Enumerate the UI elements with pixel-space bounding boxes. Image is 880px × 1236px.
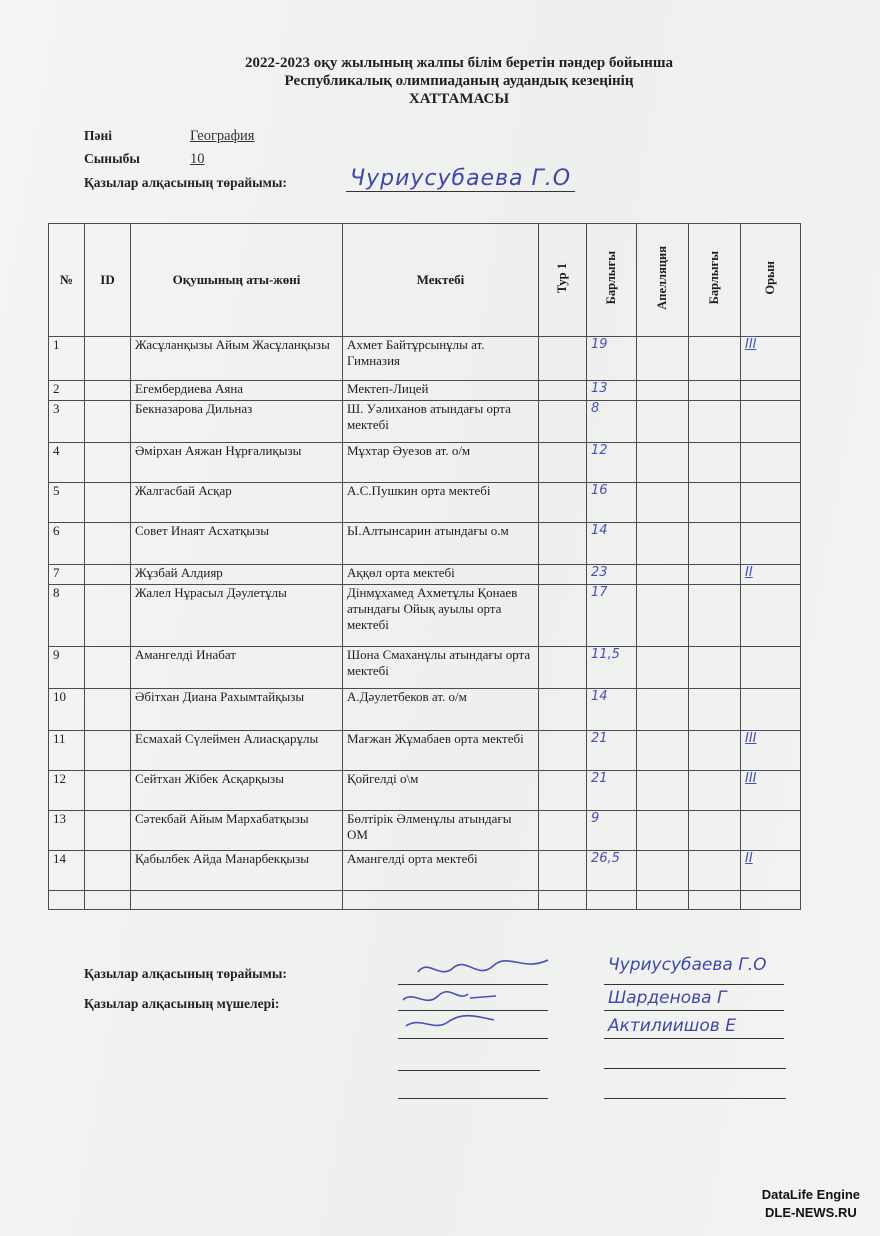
total-score: 9 bbox=[587, 811, 637, 851]
signature-line bbox=[604, 1068, 786, 1069]
row-id bbox=[85, 811, 131, 851]
header-no: № bbox=[49, 224, 85, 337]
school-name: Ш. Уәлиханов атындағы орта мектебі bbox=[343, 401, 539, 443]
place-value bbox=[741, 689, 801, 731]
student-name: Әмірхан Аяжан Нұрғалиқызы bbox=[131, 443, 343, 483]
school-name: Шона Смаханұлы атындағы орта мектебі bbox=[343, 647, 539, 689]
student-name: Есмахай Сүлеймен Алиасқарұлы bbox=[131, 731, 343, 771]
student-name: Егембердиева Аяна bbox=[131, 381, 343, 401]
row-id bbox=[85, 381, 131, 401]
member1-name-handwritten: Шарденова Г bbox=[608, 988, 727, 1008]
place-value bbox=[741, 381, 801, 401]
appeal-value bbox=[637, 851, 689, 891]
header-place: Орын bbox=[741, 224, 801, 337]
table-row bbox=[49, 565, 801, 585]
place-value bbox=[741, 523, 801, 565]
table-row bbox=[49, 771, 801, 811]
tur1-score bbox=[539, 337, 587, 381]
place-value: II bbox=[741, 565, 801, 585]
row-number: 10 bbox=[49, 689, 85, 731]
header-line-1: 2022-2023 оқу жылының жалпы білім беретін пәндер бойынша bbox=[245, 55, 673, 71]
watermark-line-2: DLE-NEWS.RU bbox=[765, 1205, 857, 1220]
student-name: Жасұланқызы Айым Жасұланқызы bbox=[131, 337, 343, 381]
empty-cell bbox=[49, 891, 85, 910]
table-header-row bbox=[49, 224, 801, 337]
total-after-appeal bbox=[689, 731, 741, 771]
appeal-value bbox=[637, 337, 689, 381]
header-tur1: Тур 1 bbox=[539, 224, 587, 337]
tur1-score bbox=[539, 401, 587, 443]
student-name: Совет Инаят Асхатқызы bbox=[131, 523, 343, 565]
total-score: 21 bbox=[587, 731, 637, 771]
subject-value: География bbox=[190, 128, 255, 144]
signature-line bbox=[604, 1010, 784, 1011]
row-number: 14 bbox=[49, 851, 85, 891]
signature-line bbox=[604, 1038, 784, 1039]
row-id bbox=[85, 337, 131, 381]
table-row bbox=[49, 731, 801, 771]
school-name: Мұхтар Әуезов ат. о/м bbox=[343, 443, 539, 483]
header-line-3: ХАТТАМАСЫ bbox=[408, 91, 510, 107]
student-name: Жалгасбай Асқар bbox=[131, 483, 343, 523]
row-number: 9 bbox=[49, 647, 85, 689]
row-id bbox=[85, 483, 131, 523]
place-value bbox=[741, 647, 801, 689]
tur1-score bbox=[539, 585, 587, 647]
row-number: 11 bbox=[49, 731, 85, 771]
header-total: Барлығы bbox=[587, 224, 637, 337]
appeal-value bbox=[637, 483, 689, 523]
total-after-appeal bbox=[689, 401, 741, 443]
school-name: Дінмұхамед Ахметұлы Қонаев атындағы Ойық ауылы орта мектебі bbox=[343, 585, 539, 647]
header-id: ID bbox=[85, 224, 131, 337]
header-name: Оқушының аты-жөні bbox=[131, 224, 343, 337]
row-id bbox=[85, 565, 131, 585]
handwritten-signatures-svg bbox=[398, 950, 558, 1050]
student-name: Жалел Нұрасыл Дәулетұлы bbox=[131, 585, 343, 647]
sig-members-label: Қазылар алқасының мүшелері: bbox=[84, 996, 280, 1011]
grade-label: Сыныбы bbox=[84, 151, 140, 166]
total-after-appeal bbox=[689, 381, 741, 401]
total-after-appeal bbox=[689, 483, 741, 523]
total-score: 17 bbox=[587, 585, 637, 647]
table-row bbox=[49, 443, 801, 483]
row-id bbox=[85, 731, 131, 771]
chair-signature: Чуриусубаева Г.О bbox=[346, 166, 575, 192]
chair-name-handwritten: Чуриусубаева Г.О bbox=[608, 955, 767, 975]
place-value bbox=[741, 483, 801, 523]
appeal-value bbox=[637, 565, 689, 585]
place-value: III bbox=[741, 731, 801, 771]
total-score: 21 bbox=[587, 771, 637, 811]
place-value: II bbox=[741, 851, 801, 891]
tur1-score bbox=[539, 689, 587, 731]
tur1-score bbox=[539, 523, 587, 565]
school-name: Мектеп-Лицей bbox=[343, 381, 539, 401]
empty-cell bbox=[637, 891, 689, 910]
empty-cell bbox=[741, 891, 801, 910]
row-id bbox=[85, 771, 131, 811]
table-row bbox=[49, 337, 801, 381]
row-id bbox=[85, 401, 131, 443]
member2-name-handwritten: Актилиишов Е bbox=[608, 1016, 736, 1036]
row-number: 8 bbox=[49, 585, 85, 647]
total-score: 12 bbox=[587, 443, 637, 483]
student-name: Әбітхан Диана Рахымтайқызы bbox=[131, 689, 343, 731]
school-name: Мағжан Жұмабаев орта мектебі bbox=[343, 731, 539, 771]
student-name: Сейтхан Жібек Асқарқызы bbox=[131, 771, 343, 811]
total-after-appeal bbox=[689, 689, 741, 731]
total-score: 11,5 bbox=[587, 647, 637, 689]
total-after-appeal bbox=[689, 771, 741, 811]
row-number: 2 bbox=[49, 381, 85, 401]
student-name: Жұзбай Алдияр bbox=[131, 565, 343, 585]
appeal-value bbox=[637, 381, 689, 401]
place-value bbox=[741, 585, 801, 647]
header-school: Мектебі bbox=[343, 224, 539, 337]
total-score: 16 bbox=[587, 483, 637, 523]
row-number: 12 bbox=[49, 771, 85, 811]
protocol-header bbox=[0, 54, 880, 108]
subject-label: Пәні bbox=[84, 128, 113, 143]
total-score: 19 bbox=[587, 337, 637, 381]
row-number: 1 bbox=[49, 337, 85, 381]
empty-cell bbox=[587, 891, 637, 910]
tur1-score bbox=[539, 565, 587, 585]
appeal-value bbox=[637, 585, 689, 647]
total-after-appeal bbox=[689, 585, 741, 647]
student-name: Бекназарова Дильназ bbox=[131, 401, 343, 443]
appeal-value bbox=[637, 731, 689, 771]
tur1-score bbox=[539, 381, 587, 401]
appeal-value bbox=[637, 401, 689, 443]
appeal-value bbox=[637, 771, 689, 811]
appeal-value bbox=[637, 523, 689, 565]
empty-cell bbox=[539, 891, 587, 910]
table-row bbox=[49, 689, 801, 731]
school-name: Ы.Алтынсарин атындағы о.м bbox=[343, 523, 539, 565]
row-id bbox=[85, 585, 131, 647]
watermark bbox=[762, 1186, 860, 1222]
table-row bbox=[49, 585, 801, 647]
total-after-appeal bbox=[689, 647, 741, 689]
row-id bbox=[85, 523, 131, 565]
chair-label: Қазылар алқасының төрайымы: bbox=[84, 175, 287, 190]
sig-chair-label: Қазылар алқасының төрайымы: bbox=[84, 966, 287, 981]
header-appeal: Апелляция bbox=[637, 224, 689, 337]
table-row bbox=[49, 851, 801, 891]
tur1-score bbox=[539, 851, 587, 891]
appeal-value bbox=[637, 811, 689, 851]
school-name: А.Дәулетбеков ат. о/м bbox=[343, 689, 539, 731]
header-line-2: Республикалық олимпиаданың аудандық кезеңінің bbox=[284, 73, 634, 89]
row-id bbox=[85, 443, 131, 483]
total-score: 23 bbox=[587, 565, 637, 585]
total-score: 14 bbox=[587, 523, 637, 565]
total-after-appeal bbox=[689, 443, 741, 483]
table-row bbox=[49, 523, 801, 565]
row-id bbox=[85, 851, 131, 891]
row-number: 13 bbox=[49, 811, 85, 851]
appeal-value bbox=[637, 689, 689, 731]
table-row bbox=[49, 647, 801, 689]
results-table bbox=[48, 223, 801, 910]
header-total-2: Барлығы bbox=[689, 224, 741, 337]
place-value bbox=[741, 811, 801, 851]
student-name: Сәтекбай Айым Мархабатқызы bbox=[131, 811, 343, 851]
row-number: 4 bbox=[49, 443, 85, 483]
table-row bbox=[49, 401, 801, 443]
row-number: 5 bbox=[49, 483, 85, 523]
student-name: Амангелді Инабат bbox=[131, 647, 343, 689]
school-name: Қойгелді о\м bbox=[343, 771, 539, 811]
appeal-value bbox=[637, 647, 689, 689]
empty-cell bbox=[343, 891, 539, 910]
place-value: III bbox=[741, 337, 801, 381]
total-after-appeal bbox=[689, 565, 741, 585]
total-score: 8 bbox=[587, 401, 637, 443]
total-score: 14 bbox=[587, 689, 637, 731]
tur1-score bbox=[539, 771, 587, 811]
row-id bbox=[85, 689, 131, 731]
signature-line bbox=[398, 1070, 540, 1071]
empty-cell bbox=[85, 891, 131, 910]
watermark-line-1: DataLife Engine bbox=[761, 1187, 860, 1202]
row-number: 3 bbox=[49, 401, 85, 443]
table-row bbox=[49, 483, 801, 523]
signature-line bbox=[604, 984, 784, 985]
tur1-score bbox=[539, 811, 587, 851]
table-body bbox=[49, 337, 801, 910]
row-id bbox=[85, 647, 131, 689]
total-after-appeal bbox=[689, 523, 741, 565]
signature-line bbox=[398, 1098, 548, 1099]
tur1-score bbox=[539, 483, 587, 523]
school-name: Ахмет Байтұрсынұлы ат. Гимназия bbox=[343, 337, 539, 381]
table-row bbox=[49, 811, 801, 851]
table-row-empty bbox=[49, 891, 801, 910]
total-score: 26,5 bbox=[587, 851, 637, 891]
table-row bbox=[49, 381, 801, 401]
empty-cell bbox=[689, 891, 741, 910]
school-name: Амангелді орта мектебі bbox=[343, 851, 539, 891]
tur1-score bbox=[539, 443, 587, 483]
row-number: 7 bbox=[49, 565, 85, 585]
total-after-appeal bbox=[689, 811, 741, 851]
place-value bbox=[741, 443, 801, 483]
grade-value: 10 bbox=[190, 151, 205, 167]
total-score: 13 bbox=[587, 381, 637, 401]
appeal-value bbox=[637, 443, 689, 483]
school-name: Бөлтірік Әлменұлы атындағы ОМ bbox=[343, 811, 539, 851]
place-value: III bbox=[741, 771, 801, 811]
tur1-score bbox=[539, 731, 587, 771]
student-name: Қабылбек Айда Манарбекқызы bbox=[131, 851, 343, 891]
total-after-appeal bbox=[689, 851, 741, 891]
tur1-score bbox=[539, 647, 587, 689]
signature-line bbox=[604, 1098, 786, 1099]
school-name: А.С.Пушкин орта мектебі bbox=[343, 483, 539, 523]
row-number: 6 bbox=[49, 523, 85, 565]
school-name: Аққөл орта мектебі bbox=[343, 565, 539, 585]
total-after-appeal bbox=[689, 337, 741, 381]
empty-cell bbox=[131, 891, 343, 910]
place-value bbox=[741, 401, 801, 443]
